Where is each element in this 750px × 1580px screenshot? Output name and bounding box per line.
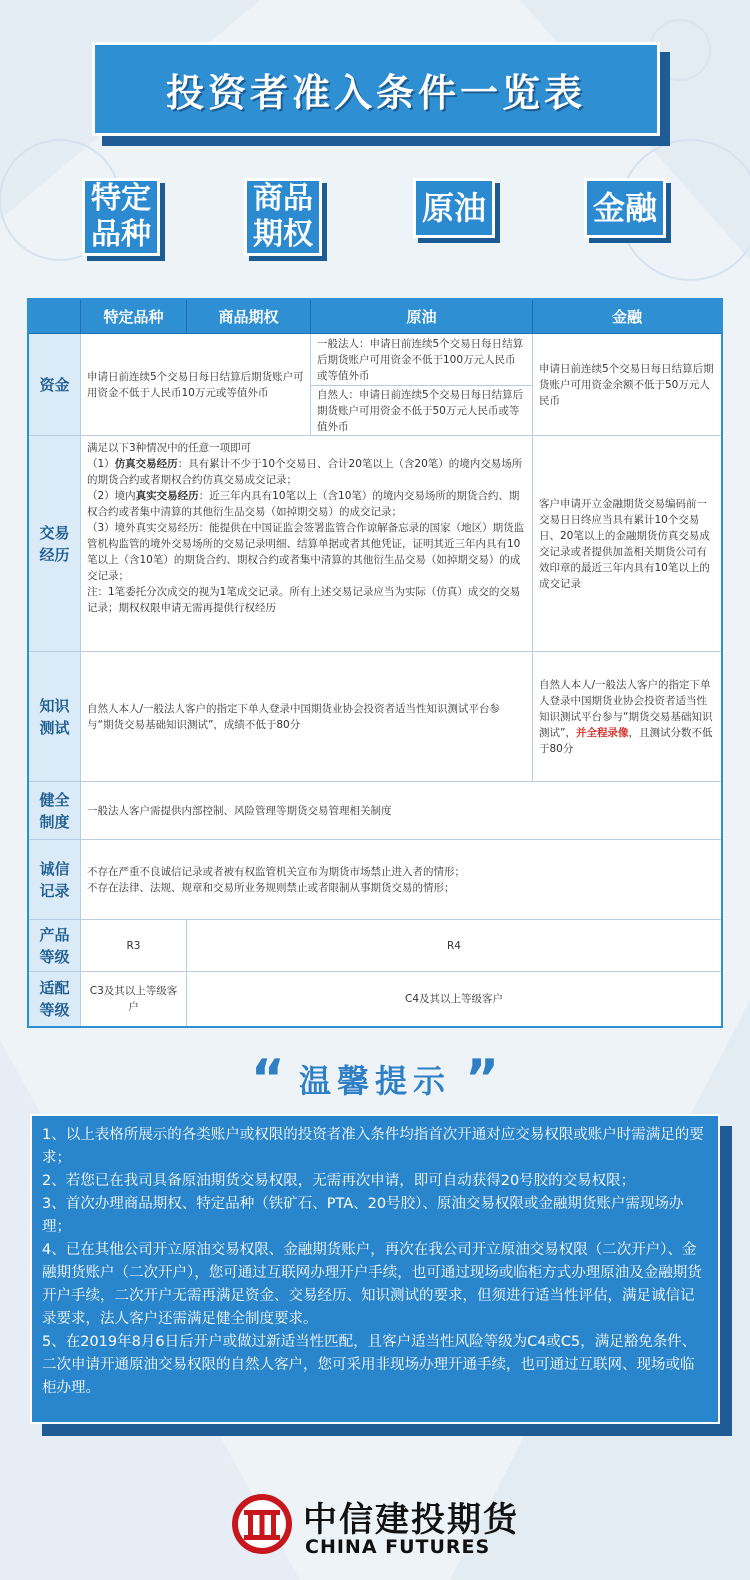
badge-crude-oil: 原油: [413, 178, 495, 238]
page-title: 投资者准入条件一览表: [165, 70, 586, 115]
badge-special-variety: 特定 品种: [82, 178, 160, 256]
capital-crude-natural: 自然人：申请日前连续5个交易日每日结算后期货账户可用资金不低于50万元人民币或等值外币: [311, 386, 533, 436]
match-level-right: C4及其以上等级客户: [404, 993, 503, 1005]
footer-name-en: CHINA FUTURES: [305, 1536, 491, 1558]
knowledge-finance: 自然人本人/一般法人客户的指定下单人登录中国期货业协会投资者适当性知识测试平台参与“期货交易基础知识测试”，并全程录像，且测试分数不低于80分: [533, 652, 721, 782]
row-label-credit: 诚信记录: [29, 840, 81, 920]
tip-item: 3、首次办理商品期权、特定品种（铁矿石、PTA、20号胶）、原油交易权限或金融期货账户需现场办理；: [42, 1196, 684, 1235]
requirements-table: [27, 298, 723, 1028]
system-text: 一般法人客户需提供内部控制、风险管理等期货交易管理相关制度: [81, 782, 721, 840]
tips-heading: [0, 1049, 750, 1109]
capital-crude-legal: 一般法人：申请日前连续5个交易日每日结算后期货账户可用资金不低于100万元人民币或等值外币: [311, 334, 533, 386]
badge-commodity-option: 商品 期权: [244, 178, 322, 256]
footer-name-cn: 中信建投期货: [303, 1500, 519, 1540]
badge-finance: 金融: [584, 178, 666, 238]
product-level-right: R4: [187, 920, 721, 972]
credit-text: 不存在严重不良诚信记录或者被有权监管机关宣布为期货市场禁止进入者的情形； 不存在法律、法规、规章和交易所业务规则禁止或者限制从事期货交易的情形；: [81, 840, 721, 920]
table-header-crude: 原油: [311, 300, 533, 334]
row-label-experience: 交易经历: [29, 436, 81, 652]
title-banner: [92, 42, 660, 136]
experience-finance: 客户申请开立金融期货交易编码前一交易日日终应当具有累计10个交易日、20笔以上的金融期货仿真交易成交记录或者提供加盖相关期货公司有效印章的最近三年内具有10笔以上的成交记录: [533, 436, 721, 652]
capital-special-option: 申请日前连续5个交易日每日结算后期货账户可用资金不低于人民币10万元或等值外币: [81, 334, 311, 436]
close-quote: ”: [465, 1049, 500, 1109]
row-label-system: 健全制度: [29, 782, 81, 840]
tip-item: 1、以上表格所展示的各类账户或权限的投资者准入条件均指首次开通对应交易权限或账户时需满足的要求；: [42, 1127, 704, 1166]
recording-required-text: 并全程录像: [575, 726, 629, 739]
tips-title: 温馨提示: [298, 1062, 451, 1100]
product-level-left: R3: [81, 920, 187, 972]
row-label-match-level: 适配等级: [29, 972, 81, 1026]
tips-box: [30, 1114, 720, 1424]
row-label-capital: 资金: [29, 334, 81, 436]
tip-item: 5、在2019年8月6日后开户或做过新适当性匹配，且客户适当性风险等级为C4或C5，满足豁免条件、二次申请开通原油交易权限的自然人客户，您可采用非现场办理开通手续，也可通过互联网、现场或临柜办理。: [42, 1334, 697, 1396]
knowledge-main: 自然人本人/一般法人客户的指定下单人登录中国期货业协会投资者适当性知识测试平台参与“期货交易基础知识测试”，成绩不低于80分: [81, 652, 533, 782]
open-quote: “: [250, 1049, 285, 1109]
tip-item: 4、已在其他公司开立原油交易权限、金融期货账户，再次在我公司开立原油交易权限（二次开户）、金融期货账户（二次开户），您可通过互联网办理开户手续，也可通过现场或临柜方式办理原油及金融期货开户手续，二次开户无需再满足资金、交易经历、知识测试的要求，但须进行适当性评估，满足诚信记录要求，法人客户还需满足健全制度要求。: [42, 1242, 702, 1327]
row-label-product-level: 产品等级: [29, 920, 81, 972]
table-header-special: 特定品种: [81, 300, 187, 334]
citic-logo-icon: [230, 1492, 294, 1556]
match-level-left: C3及其以上等级客户: [81, 972, 187, 1026]
capital-finance: 申请日前连续5个交易日每日结算后期货账户可用资金余额不低于50万元人民币: [533, 334, 721, 436]
table-header-finance: 金融: [533, 300, 721, 334]
table-header-corner: [29, 300, 81, 334]
tip-item: 2、若您已在我司具备原油期货交易权限，无需再次申请，即可自动获得20号胶的交易权限；: [42, 1173, 636, 1189]
row-label-knowledge: 知识测试: [29, 652, 81, 782]
footer-logo: [230, 1490, 530, 1560]
experience-main: 满足以下3种情况中的任意一项即可 （1）仿真交易经历：具有累计不少于10个交易日、合计20笔以上（含20笔）的境内交易场所的期货合约或者期权合约仿真交易成交记录； （2）境内真实交易经历：近三年内具有10笔以上（含10笔）的境内交易场所的期货合约、期权合约或者集中清算的其他衍生品交易（如掉期交易）的成交记录； （3）境外真实交易经历：能提供在中国证监会签署监管合作谅解备忘录的国家（地区）期货监管机构监管的境外交易场所的交易记录明细、结算单据或者其他凭证，证明其近三年内具有10笔以上（含10笔）的期货合约、期权合约或者集中清算的其他衍生品交易（如掉期交易）的成交记录； 注：1笔委托分次成交的视为1笔成交记录。所有上述交易记录应当为实际（仿真）成交的交易记录；期权权限申请无需再提供行权经历: [81, 436, 533, 652]
table-header-option: 商品期权: [187, 300, 311, 334]
